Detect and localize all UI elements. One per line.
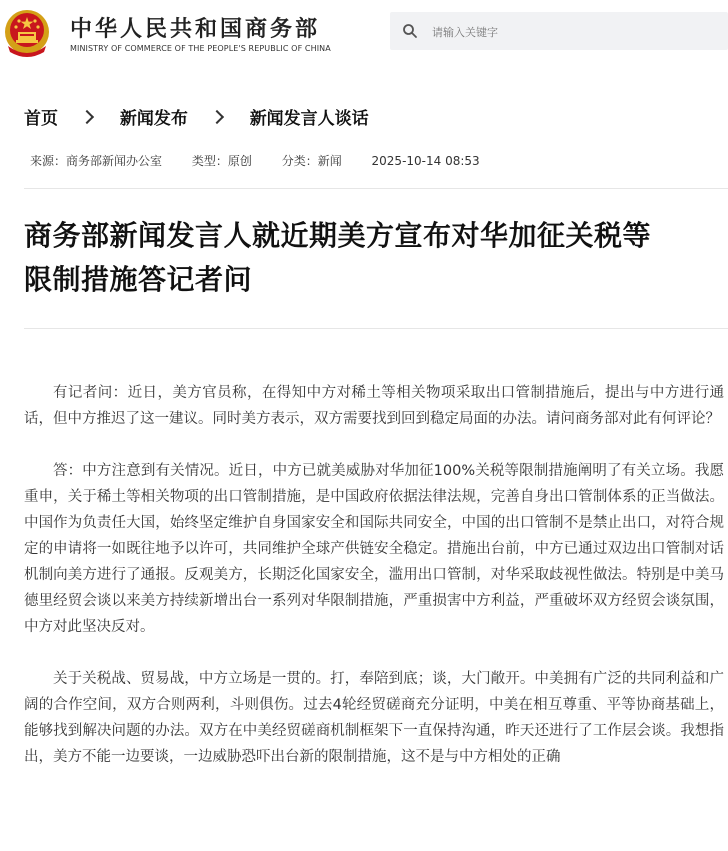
site-subtitle: MINISTRY OF COMMERCE OF THE PEOPLE'S REPUBLIC OF CHINA [70,44,331,53]
site-title[interactable]: 中华人民共和国商务部 [70,17,321,42]
search-icon[interactable] [402,23,418,39]
article-paragraph: 关于关税战、贸易战，中方立场是一贯的。打，奉陪到底；谈，大门敞开。中美拥有广泛的共同利益和广阔的合作空间，双方合则两利，斗则俱伤。过去4轮经贸磋商充分证明，中美在相互尊重、平等协商基础上，能够找到解决问题的办法。双方在中美经贸磋商机制框架下一直保持沟通，昨天还进行了工作层会谈。我想指出，美方不能一边要谈，一边威胁恐吓出台新的限制措施，这不是与中方相处的正确 [24,671,724,765]
national-emblem-icon[interactable] [4,8,50,58]
article-paragraph: 有记者问：近日，美方官员称，在得知中方对稀土等相关物项采取出口管制措施后，提出与中方进行通话，但中方推迟了这一建议。同时美方表示，双方需要找到回到稳定局面的办法。请问商务部对此有何评论？ [24,385,724,427]
breadcrumb [24,104,369,128]
article-title-line: 商务部新闻发言人就近期美方宣布对华加征关税等 [24,219,652,252]
chevron-right-icon [80,109,94,123]
article-title [24,214,714,302]
breadcrumb-spokesperson[interactable]: 新闻发言人谈话 [249,109,369,129]
divider [24,188,728,189]
search-input[interactable] [430,20,714,44]
site-header [0,0,728,64]
meta-category: 分类：新闻 [281,154,342,168]
article-paragraph: 答：中方注意到有关情况。近日，中方已就美威胁对华加征100%关税等限制措施阐明了有关立场。我愿重申，关于稀土等相关物项的出口管制措施，是中国政府依据法律法规，完善自身出口管制体系的正当做法。中国作为负责任大国，始终坚定维护自身国家安全和国际共同安全，中国的出口管制不是禁止出口，对符合规定的申请将一如既往地予以许可，共同维护全球产供链安全稳定。措施出台前，中方已通过双边出口管制对话机制向美方进行了通报。反观美方，长期泛化国家安全，滥用出口管制，对华采取歧视性做法。特别是中美马德里经贸会谈以来美方持续新增出台一系列对华限制措施，严重损害中方利益，严重破坏双方经贸会谈氛围，中方对此坚决反对。 [24,463,724,635]
meta-date: 2025-10-14 08:53 [371,154,480,168]
meta-source: 来源：商务部新闻办公室 [30,154,163,168]
article-meta [30,152,480,169]
divider [24,328,728,329]
breadcrumb-news-release[interactable]: 新闻发布 [119,109,188,129]
article-body [24,380,724,796]
article-title-line: 限制措施答记者问 [24,263,253,296]
breadcrumb-home[interactable]: 首页 [24,109,58,129]
search-box [390,12,728,50]
meta-type: 类型：原创 [191,154,252,168]
chevron-right-icon [210,109,224,123]
